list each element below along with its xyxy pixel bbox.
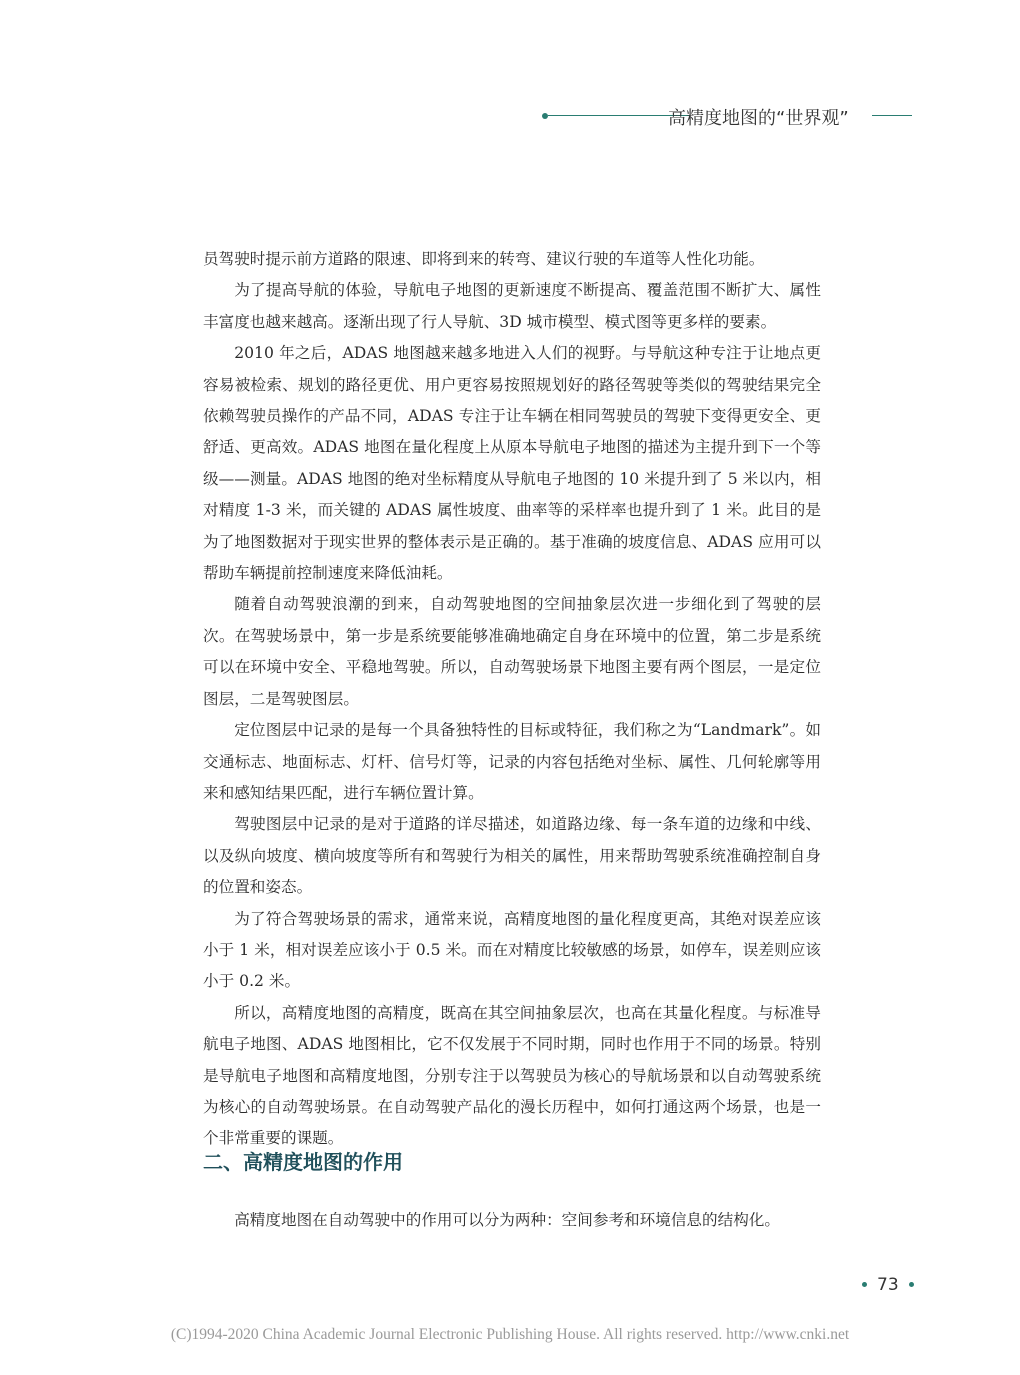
- header-rule-right: [872, 115, 912, 116]
- paragraph-continued: 员驾驶时提示前方道路的限速、即将到来的转弯、建议行驶的车道等人性化功能。: [203, 250, 765, 268]
- running-header: [540, 104, 920, 132]
- copyright-footer: (C)1994-2020 China Academic Journal Electronic Publishing House. All rights reserved. http://www.cnki.net: [170, 1326, 850, 1343]
- paragraph: 2010 年之后，ADAS 地图越来越多地进入人们的视野。与导航这种专注于让地点更容易被检索、规划的路径更优、用户更容易按照规划好的路径驾驶等类似的驾驶结果完全依赖驾驶员操作的产品不同，ADAS 专注于让车辆在相同驾驶员的驾驶下变得更安全、更舒适、更高效。ADAS 地图在量化程度上从原本导航电子地图的描述为主提升到下一个等级——测量。ADAS 地图的绝对坐标精度从导航电子地图的 10 米提升到了 5 米以内，相对精度 1-3 米，而关键的 ADAS 属性坡度、曲率等的采样率也提升到了 1 米。此目的是为了地图数据对于现实世界的整体表示是正确的。基于准确的坡度信息、ADAS 应用可以帮助车辆提前控制速度来降低油耗。: [203, 344, 821, 583]
- section-body: [203, 1205, 821, 1236]
- page-bullet-left-icon: [862, 1282, 867, 1287]
- page-number: [852, 1275, 924, 1295]
- paragraph: 为了符合驾驶场景的需求，通常来说，高精度地图的量化程度更高，其绝对误差应该小于 1 米，相对误差应该小于 0.5 米。而在对精度比较敏感的场景，如停车，误差则应该小于 0.2 米。: [203, 909, 821, 991]
- paragraph: 所以，高精度地图的高精度，既高在其空间抽象层次，也高在其量化程度。与标准导航电子地图、ADAS 地图相比，它不仅发展于不同时期，同时也作用于不同的场景。特别是导航电子地图和高精度地图，分别专注于以驾驶员为核心的导航场景和以自动驾驶系统为核心的自动驾驶场景。在自动驾驶产品化的漫长历程中，如何打通这两个场景，也是一个非常重要的课题。: [203, 1003, 821, 1148]
- page-bullet-right-icon: [909, 1282, 914, 1287]
- paragraph: 定位图层中记录的是每一个具备独特性的目标或特征，我们称之为“Landmark”。如交通标志、地面标志、灯杆、信号灯等，记录的内容包括绝对坐标、属性、几何轮廓等用来和感知结果匹配，进行车辆位置计算。: [203, 721, 821, 802]
- body-text: [203, 244, 821, 1155]
- section-heading: 二、高精度地图的作用: [203, 1150, 403, 1174]
- section-paragraph: 高精度地图在自动驾驶中的作用可以分为两种：空间参考和环境信息的结构化。: [234, 1211, 780, 1229]
- paragraph: 为了提高导航的体验，导航电子地图的更新速度不断提高、覆盖范围不断扩大、属性丰富度也越来越高。逐渐出现了行人导航、3D 城市模型、模式图等更多样的要素。: [203, 281, 821, 331]
- page-number-text: 73: [877, 1275, 899, 1295]
- header-dot-icon: [542, 113, 548, 119]
- header-title: 高精度地图的“世界观”: [668, 108, 849, 129]
- paragraph: 驾驶图层中记录的是对于道路的详尽描述，如道路边缘、每一条车道的边缘和中线、以及纵向坡度、横向坡度等所有和驾驶行为相关的属性，用来帮助驾驶系统准确控制自身的位置和姿态。: [203, 815, 821, 897]
- paragraph: 随着自动驾驶浪潮的到来，自动驾驶地图的空间抽象层次进一步细化到了驾驶的层次。在驾驶场景中，第一步是系统要能够准确地确定自身在环境中的位置，第二步是系统可以在环境中安全、平稳地驾驶。所以，自动驾驶场景下地图主要有两个图层，一是定位图层，二是驾驶图层。: [203, 595, 821, 708]
